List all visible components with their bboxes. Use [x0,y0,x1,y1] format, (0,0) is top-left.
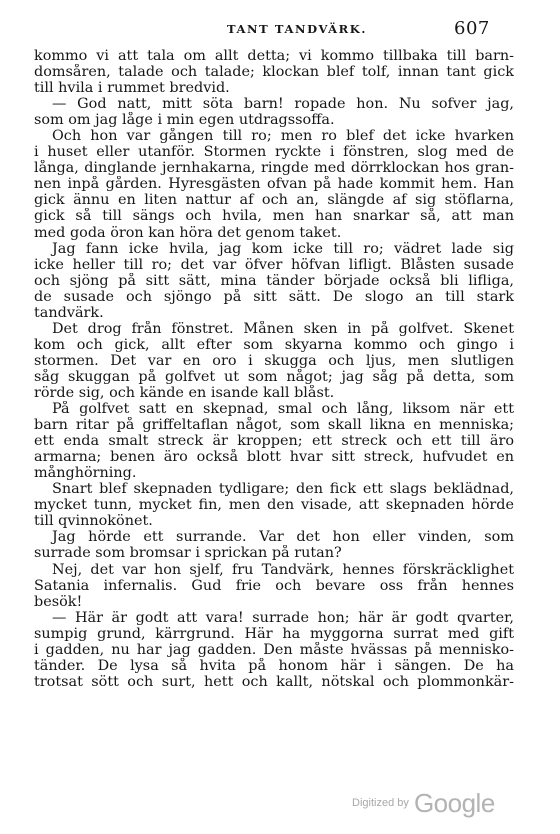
text-line: Nej, det var hon sjelf, fru Tandvärk, hennes förskräcklighet [52,561,514,578]
text-line: — God natt, mitt söta barn! ropade hon. Nu sofver jag, [52,96,514,113]
text-line: nen inpå gården. Hyresgästen ofvan på hade kommit hem. Han [34,176,514,193]
google-logo: Google [413,788,495,818]
text-line: till hvila i rummet bredvid. [34,80,230,97]
text-line: På golfvet satt en skepnad, smal och lång, liksom när ett [52,401,514,418]
text-line: ett enda smalt streck är kroppen; ett streck och ett till äro [34,433,514,450]
digitized-by-google-watermark [352,788,522,824]
text-line: Jag fann icke hvila, jag kom icke till ro; vädret lade sig [52,240,514,257]
text-line: de susade och sjöngo på sitt sätt. De slogo an till stark [34,288,514,305]
text-line: besök! [34,593,83,610]
text-line: Jag hörde ett surrande. Var det hon eller vinden, som [52,529,514,546]
body-text [34,48,514,690]
text-line: till qvinnokönet. [34,513,153,530]
running-title: TANT TANDVÄRK. [227,22,367,36]
digitized-label: Digitized by [352,797,409,809]
text-line: — Här är godt att vara! surrade hon; här är godt qvarter, [52,609,514,626]
running-head [0,18,560,42]
text-line: och sjöng på sitt sätt, mina tänder började också bli lifliga, [34,272,514,289]
text-line: mycket tunn, mycket fin, men den visade, att skepnaden hörde [34,497,514,514]
text-line: sumpig grund, kärrgrund. Här ha myggorna surrat med gift [34,625,514,642]
text-line: surrade som bromsar i sprickan på rutan? [34,545,342,562]
text-line: månghörning. [34,465,137,482]
text-line: rörde sig, och kände en isande kall blåst. [34,384,335,401]
text-line: armarna; benen äro också blott hvar sitt streck, hufvudet en [34,449,514,466]
text-line: icke heller till ro; det var öfver höfvan lifligt. Blåsten susade [34,256,514,273]
text-line: Snart blef skepnaden tydligare; den fick ett slags beklädnad, [52,481,514,498]
text-line: trotsat sött och surt, hett och kallt, nötskal och plommonkär- [34,673,514,690]
text-line: tandvärk. [34,304,104,321]
text-line: domsåren, talade och talade; klockan blef tolf, innan tant gick [34,64,514,81]
text-line: gick ännu en liten nattur af och an, slängde af sig stöflarna, [34,192,514,209]
text-line: såg skuggan på golfvet ut som något; jag såg på detta, som [34,368,514,385]
text-line: tänder. De lysa så hvita på honom här i sängen. De ha [34,657,514,674]
text-line: Det drog från fönstret. Månen sken in på golfvet. Skenet [52,320,514,337]
text-line: långa, dinglande jernhakarna, ringde med dörrklockan hos gran- [34,160,514,177]
text-line: med goda öron kan höra det genom taket. [34,224,342,241]
text-line: i gadden, nu har jag gadden. Den måste hvässas på mennisko- [34,641,514,658]
text-line: gick så till sängs och hvila, men han snarkar så, att man [34,208,514,225]
page-number: 607 [454,18,490,39]
text-line: Och hon var gången till ro; men ro blef det icke hvarken [52,128,514,145]
text-line: kommo vi att tala om allt detta; vi kommo tillbaka till barn- [34,48,514,64]
text-line: stormen. Det var en oro i skugga och ljus, men slutligen [34,352,514,369]
text-line: i huset eller utanför. Stormen ryckte i fönstren, slog med de [34,144,514,161]
text-line: Satania infernalis. Gud frie och bevare oss från hennes [34,577,514,594]
text-line: barn ritar på griffeltaflan något, som skall likna en menniska; [34,417,514,434]
text-line: kom och gick, allt efter som skyarna kommo och gingo i [34,336,514,353]
text-line: som om jag låge i min egen utdragssoffa. [34,112,335,129]
